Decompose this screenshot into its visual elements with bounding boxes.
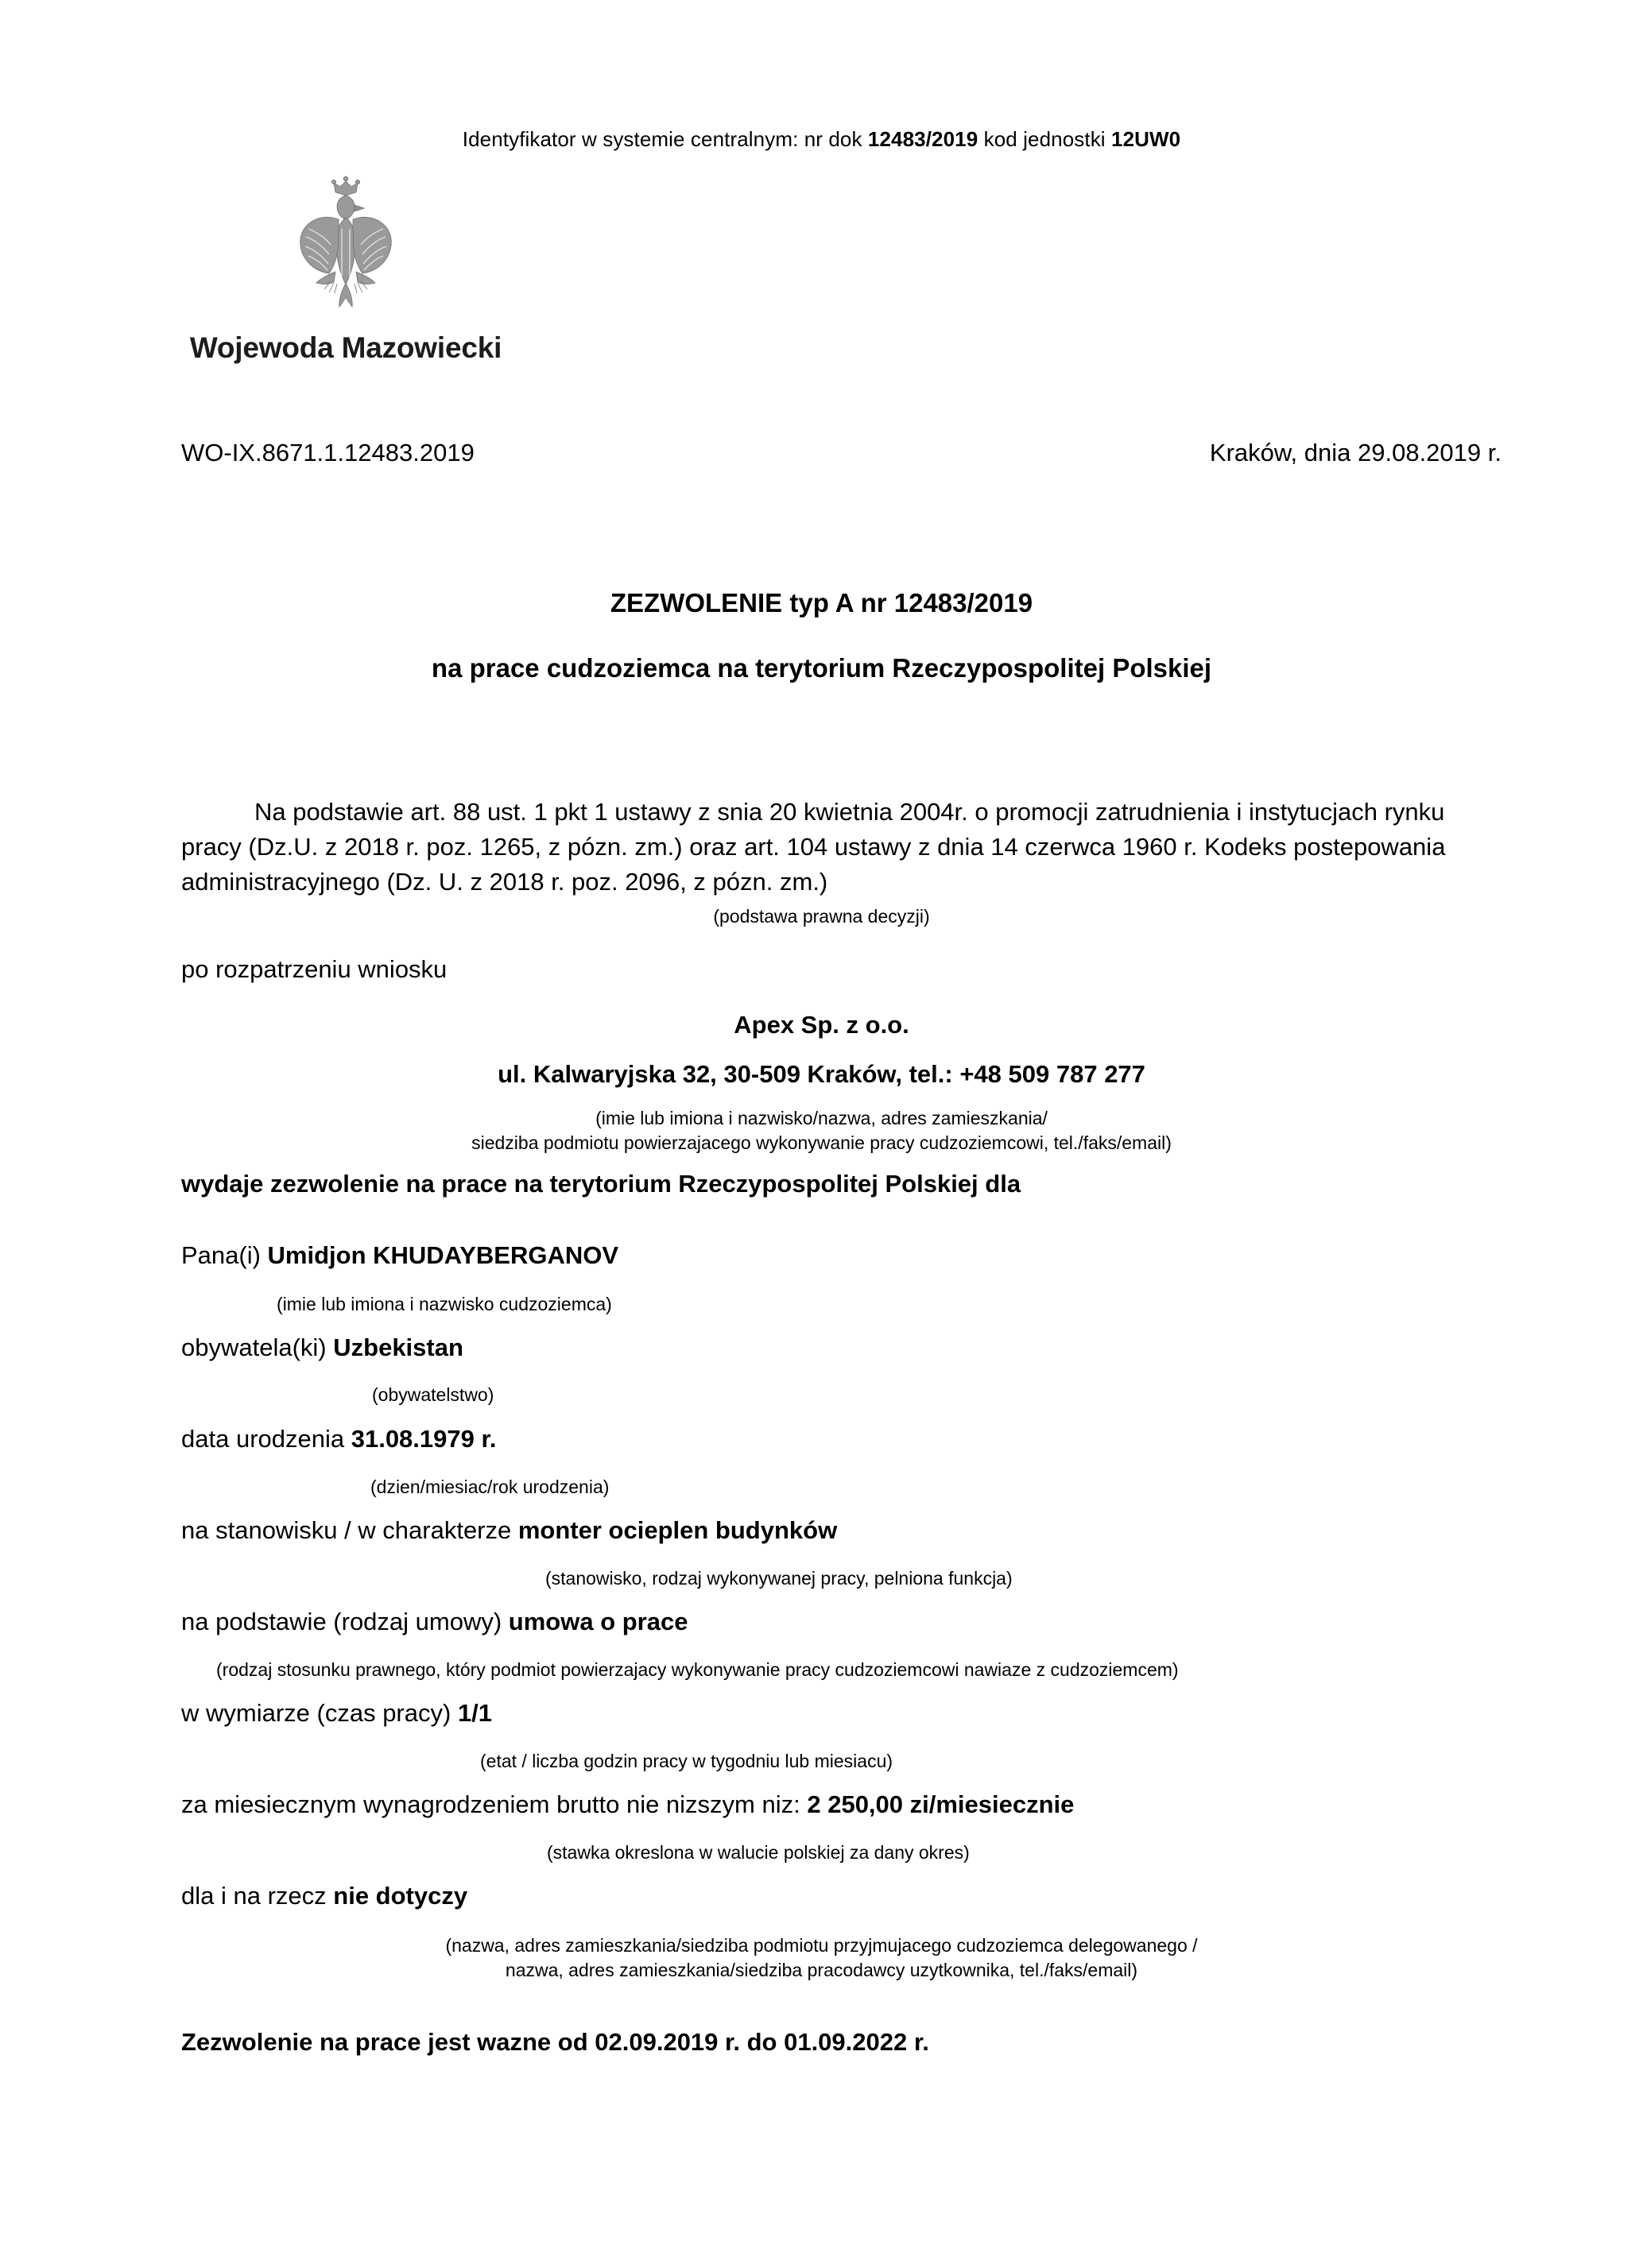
reference-date-row bbox=[181, 439, 1502, 467]
field-citizenship-value: Uzbekistan bbox=[333, 1333, 463, 1361]
identifier-unit-code: 12UW0 bbox=[1111, 127, 1181, 151]
field-birth-date-value: 31.08.1979 r. bbox=[351, 1425, 497, 1453]
identifier-middle: kod jednostki bbox=[978, 127, 1112, 151]
employer-name: Apex Sp. z o.o. bbox=[734, 1011, 909, 1039]
field-on-behalf-caption-line-2: nazwa, adres zamieszkania/siedziba pracodawcy uzytkownika, tel./faks/email) bbox=[505, 1960, 1138, 1981]
field-on-behalf-value: nie dotyczy bbox=[333, 1882, 468, 1910]
field-work-time-value: 1/1 bbox=[457, 1699, 493, 1727]
field-position-value: monter ocieplen budynków bbox=[517, 1516, 838, 1544]
field-on-behalf-caption bbox=[0, 1933, 1643, 1983]
field-contract-type-label: na podstawie (rodzaj umowy) bbox=[181, 1608, 509, 1635]
employer-caption bbox=[0, 1106, 1643, 1155]
field-contract-type-caption: (rodzaj stosunku prawnego, który podmiot powierzajacy wykonywanie pracy cudzoziemcowi nawiaze z cudzoziemcem) bbox=[216, 1659, 1179, 1680]
identifier-document-number: 12483/2019 bbox=[867, 127, 978, 151]
field-salary-caption: (stawka okreslona w walucie polskiej za dany okres) bbox=[547, 1842, 970, 1863]
field-work-time-label: w wymiarze (czas pracy) bbox=[181, 1699, 458, 1727]
employer-caption-line-2: siedziba podmiotu powierzajacego wykonywanie pracy cudzoziemcowi, tel./faks/email) bbox=[471, 1132, 1172, 1154]
field-citizenship-caption: (obywatelstwo) bbox=[372, 1384, 494, 1405]
field-position-label: na stanowisku / w charakterze bbox=[181, 1516, 518, 1544]
identifier-prefix: Identyfikator w systemie centralnym: nr dok bbox=[462, 127, 868, 151]
field-person bbox=[181, 1241, 618, 1270]
field-on-behalf bbox=[181, 1882, 467, 1910]
field-birth-date bbox=[181, 1425, 496, 1453]
field-person-caption: (imie lub imiona i nazwisko cudzoziemca) bbox=[277, 1294, 612, 1314]
field-person-label: Pana(i) bbox=[181, 1241, 268, 1269]
authority-name: Wojewoda Mazowiecki bbox=[189, 331, 502, 364]
polish-eagle-emblem bbox=[278, 173, 413, 320]
field-salary-value: 2 250,00 zi/miesiecznie bbox=[807, 1790, 1075, 1818]
field-position-caption: (stanowisko, rodzaj wykonywanej pracy, pelniona funkcja) bbox=[545, 1568, 1013, 1589]
authority-header bbox=[159, 173, 533, 365]
field-work-time bbox=[181, 1699, 492, 1728]
field-birth-date-caption: (dzien/miesiac/rok urodzenia) bbox=[370, 1477, 610, 1497]
document-title-primary: ZEZWOLENIE typ A nr 12483/2019 bbox=[610, 588, 1033, 617]
place-and-date: Kraków, dnia 29.08.2019 r. bbox=[1209, 439, 1502, 466]
employer-caption-line-1: (imie lub imiona i nazwisko/nazwa, adres zamieszkania/ bbox=[595, 1108, 1048, 1128]
field-contract-type bbox=[181, 1608, 688, 1636]
field-citizenship-label: obywatela(ki) bbox=[181, 1333, 334, 1361]
employer-address: ul. Kalwaryjska 32, 30-509 Kraków, tel.: +48 509 787 277 bbox=[498, 1060, 1145, 1088]
field-salary-label: za miesiecznym wynagrodzeniem brutto nie nizszym niz: bbox=[181, 1790, 808, 1818]
document-title-secondary: na prace cudzoziemca na terytorium Rzeczypospolitej Polskiej bbox=[431, 653, 1212, 683]
field-salary bbox=[181, 1790, 1074, 1819]
case-reference-number: WO-IX.8671.1.12483.2019 bbox=[181, 439, 475, 466]
grant-statement: wydaje zezwolenie na prace na terytorium Rzeczypospolitej Polskiej dla bbox=[181, 1170, 1021, 1198]
field-citizenship bbox=[181, 1333, 463, 1362]
central-system-identifier bbox=[0, 127, 1643, 152]
field-position bbox=[181, 1516, 837, 1545]
legal-basis-caption: (podstawa prawna decyzji) bbox=[713, 906, 930, 927]
field-birth-date-label: data urodzenia bbox=[181, 1425, 351, 1453]
employer-block bbox=[0, 1011, 1643, 1155]
field-on-behalf-caption-line-1: (nazwa, adres zamieszkania/siedziba podmiotu przyjmujacego cudzoziemca delegowanego / bbox=[445, 1935, 1198, 1956]
field-contract-type-value: umowa o prace bbox=[508, 1608, 688, 1635]
field-person-value: Umidjon KHUDAYBERGANOV bbox=[267, 1241, 619, 1269]
permit-validity-statement: Zezwolenie na prace jest wazne od 02.09.2019 r. do 01.09.2022 r. bbox=[181, 2028, 929, 2056]
legal-basis-text: Na podstawie art. 88 ust. 1 pkt 1 ustawy z snia 20 kwietnia 2004r. o promocji zatrudnienia i instytucjach rynku pracy (Dz.U. z 2018 r. poz. 1265, z pózn. zm.) oraz art. 104 ustawy z dnia 14 czerwca 1960 r. Kodeks postepowania administracyjnego (Dz. U. z 2018 r. poz. 2096, z pózn. zm.) bbox=[181, 798, 1446, 896]
field-on-behalf-label: dla i na rzecz bbox=[181, 1882, 334, 1910]
field-work-time-caption: (etat / liczba godzin pracy w tygodniu lub miesiacu) bbox=[480, 1751, 893, 1771]
after-request-label: po rozpatrzeniu wniosku bbox=[181, 955, 448, 983]
